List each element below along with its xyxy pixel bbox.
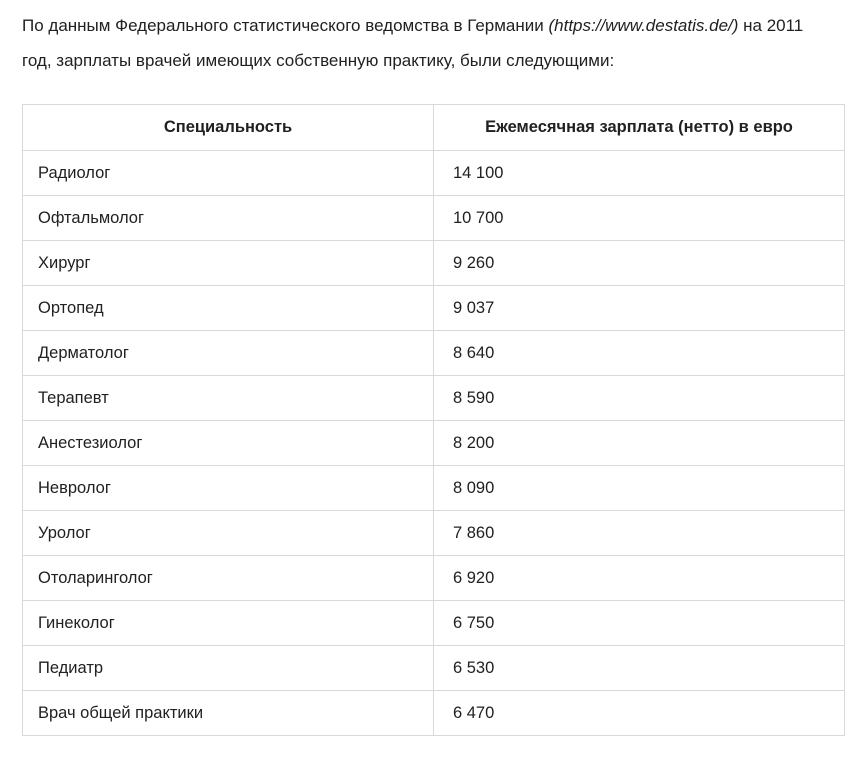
intro-paragraph xyxy=(22,8,830,78)
table-row xyxy=(23,601,845,646)
specialty-cell: Радиолог xyxy=(23,151,434,196)
table-row xyxy=(23,376,845,421)
specialty-cell: Невролог xyxy=(23,466,434,511)
table-row xyxy=(23,241,845,286)
specialty-cell: Врач общей практики xyxy=(23,691,434,736)
column-header-specialty: Специальность xyxy=(23,105,434,151)
specialty-cell: Терапевт xyxy=(23,376,434,421)
salary-cell: 9 260 xyxy=(434,241,845,286)
table-row xyxy=(23,556,845,601)
specialty-cell: Хирург xyxy=(23,241,434,286)
specialty-cell: Офтальмолог xyxy=(23,196,434,241)
salary-cell: 8 590 xyxy=(434,376,845,421)
salary-cell: 6 530 xyxy=(434,646,845,691)
salary-cell: 6 750 xyxy=(434,601,845,646)
specialty-cell: Дерматолог xyxy=(23,331,434,376)
salary-cell: 8 200 xyxy=(434,421,845,466)
specialty-cell: Уролог xyxy=(23,511,434,556)
salary-table-header xyxy=(23,105,845,151)
source-url-text: (https://www.destatis.de/) xyxy=(548,16,739,35)
table-row xyxy=(23,421,845,466)
specialty-cell: Анестезиолог xyxy=(23,421,434,466)
salary-cell: 6 470 xyxy=(434,691,845,736)
table-row xyxy=(23,646,845,691)
intro-text-after: на 2011 год, зарплаты врачей имеющих собственную практику, были следующими: xyxy=(22,16,804,70)
table-row xyxy=(23,466,845,511)
salary-cell: 6 920 xyxy=(434,556,845,601)
intro-text-before: По данным Федерального статистического ведомства в Германии xyxy=(22,16,549,35)
specialty-cell: Гинеколог xyxy=(23,601,434,646)
specialty-cell: Ортопед xyxy=(23,286,434,331)
table-row xyxy=(23,196,845,241)
salary-cell: 9 037 xyxy=(434,286,845,331)
salary-table xyxy=(22,104,845,736)
salary-cell: 14 100 xyxy=(434,151,845,196)
salary-table-body xyxy=(23,151,845,736)
table-row xyxy=(23,286,845,331)
salary-cell: 8 090 xyxy=(434,466,845,511)
salary-cell: 10 700 xyxy=(434,196,845,241)
header-row xyxy=(23,105,845,151)
salary-cell: 8 640 xyxy=(434,331,845,376)
table-row xyxy=(23,691,845,736)
specialty-cell: Педиатр xyxy=(23,646,434,691)
table-row xyxy=(23,511,845,556)
table-row xyxy=(23,331,845,376)
salary-cell: 7 860 xyxy=(434,511,845,556)
table-row xyxy=(23,151,845,196)
specialty-cell: Отоларинголог xyxy=(23,556,434,601)
column-header-salary: Ежемесячная зарплата (нетто) в евро xyxy=(434,105,845,151)
